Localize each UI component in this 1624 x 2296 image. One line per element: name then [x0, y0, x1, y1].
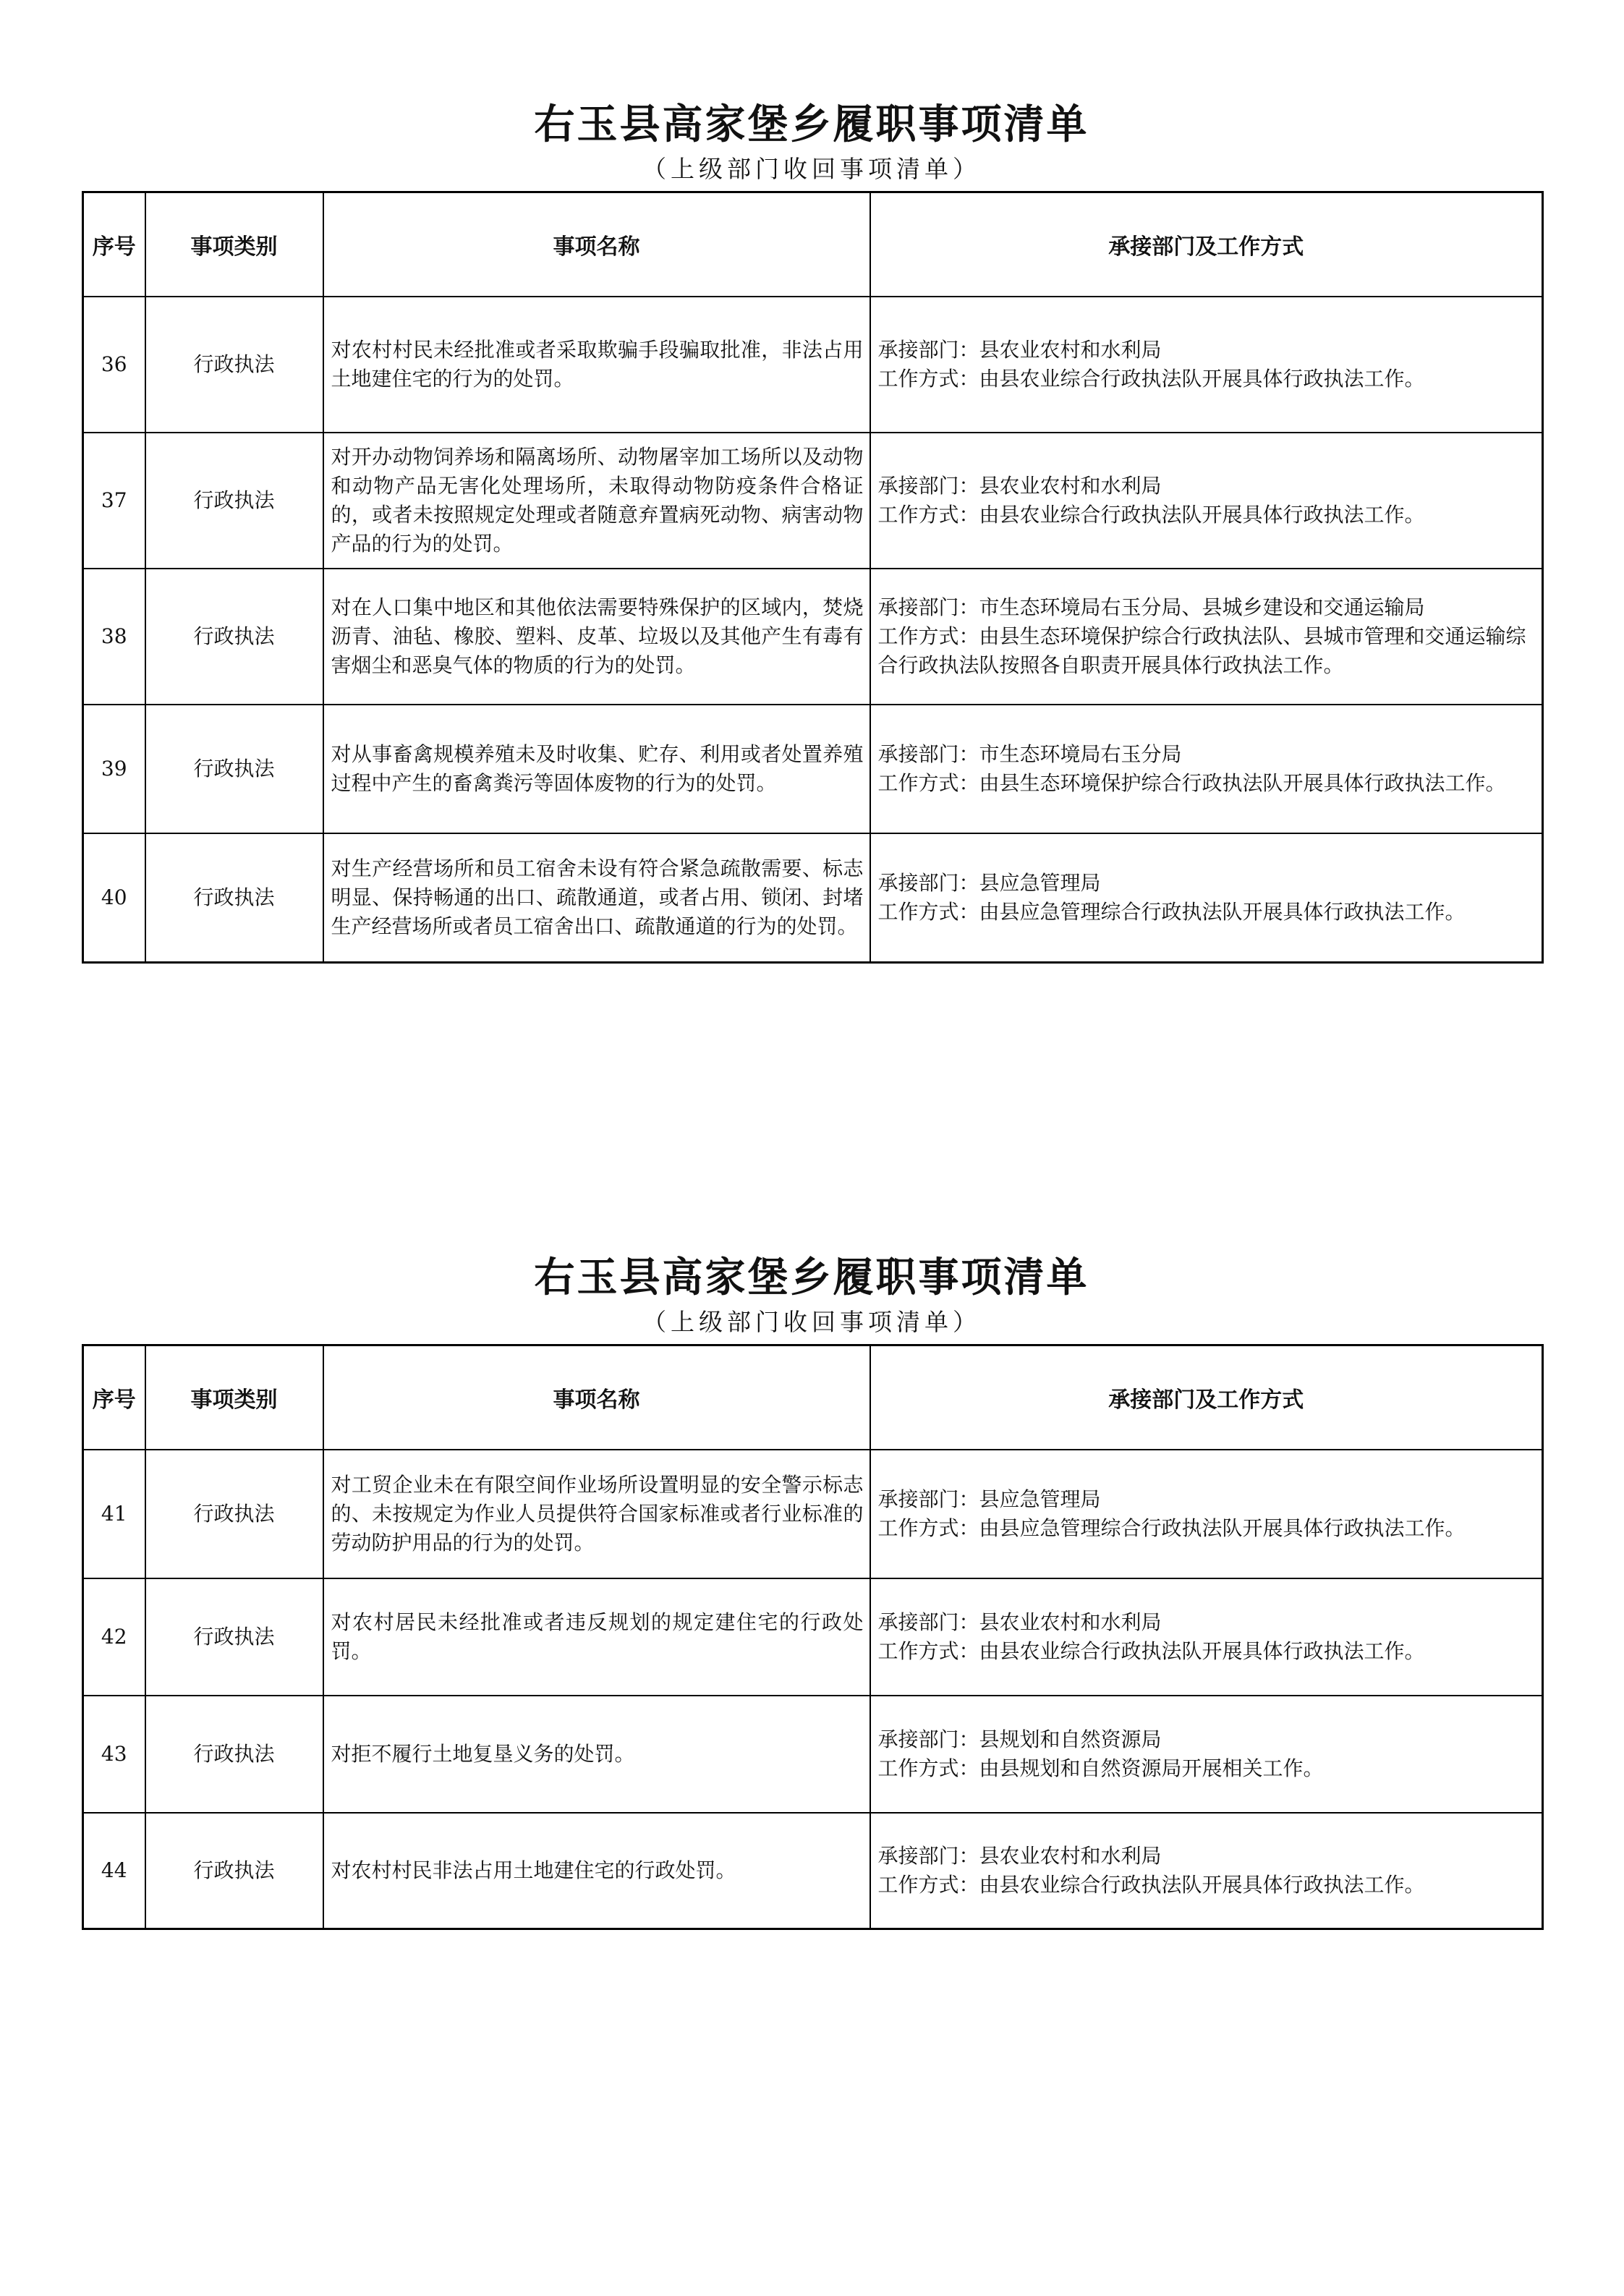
row-name: 对工贸企业未在有限空间作业场所设置明显的安全警示标志的、未按规定为作业人员提供符合国家标准或者行业标准的劳动防护用品的行为的处罚。 — [323, 1450, 870, 1578]
row-dept-method: 工作方式：由县农业综合行政执法队开展具体行政执法工作。 — [877, 503, 1425, 527]
row-dept-unit: 承接部门：县应急管理局 — [877, 870, 1101, 895]
header-dept: 承接部门及工作方式 — [870, 192, 1543, 297]
row-dept-method: 工作方式：由县应急管理综合行政执法队开展具体行政执法工作。 — [877, 899, 1466, 924]
row-num: 39 — [83, 705, 145, 833]
row-category: 行政执法 — [145, 1696, 323, 1813]
row-dept-unit: 承接部门：县农业农村和水利局 — [877, 474, 1162, 498]
row-num: 44 — [83, 1813, 145, 1929]
page-title: 右玉县高家堡乡履职事项清单 — [534, 101, 1089, 148]
table-row — [83, 1696, 1543, 1813]
row-dept-unit: 承接部门：县农业农村和水利局 — [877, 1610, 1162, 1634]
row-num: 41 — [83, 1450, 145, 1578]
header-num: 序号 — [83, 192, 145, 297]
row-dept-method: 工作方式：由县规划和自然资源局开展相关工作。 — [877, 1756, 1324, 1780]
row-dept — [870, 1450, 1543, 1578]
row-dept-method: 工作方式：由县农业综合行政执法队开展具体行政执法工作。 — [877, 1639, 1425, 1663]
table-row — [83, 833, 1543, 962]
header-name: 事项名称 — [323, 1345, 870, 1450]
row-category: 行政执法 — [145, 433, 323, 569]
list-page-2 — [82, 1249, 1542, 1930]
header-category: 事项类别 — [145, 1345, 323, 1450]
row-dept-method: 工作方式：由县应急管理综合行政执法队开展具体行政执法工作。 — [877, 1516, 1466, 1540]
table-row — [83, 433, 1543, 569]
duties-table-1 — [82, 191, 1544, 964]
row-dept-unit: 承接部门：县应急管理局 — [877, 1487, 1101, 1511]
row-dept-method: 工作方式：由县生态环境保护综合行政执法队、县城市管理和交通运输综合行政执法队按照各自职责开展具体行政执法工作。 — [877, 624, 1526, 677]
list-page-1 — [82, 95, 1542, 964]
header-dept: 承接部门及工作方式 — [870, 1345, 1543, 1450]
row-category: 行政执法 — [145, 833, 323, 962]
header-category: 事项类别 — [145, 192, 323, 297]
row-name: 对开办动物饲养场和隔离场所、动物屠宰加工场所以及动物和动物产品无害化处理场所，未取得动物防疫条件合格证的，或者未按照规定处理或者随意弃置病死动物、病害动物产品的行为的处罚。 — [323, 433, 870, 569]
header-name: 事项名称 — [323, 192, 870, 297]
header-num: 序号 — [83, 1345, 145, 1450]
row-dept — [870, 569, 1543, 705]
row-dept — [870, 833, 1543, 962]
row-num: 43 — [83, 1696, 145, 1813]
page-subtitle: （上级部门收回事项清单） — [642, 1308, 981, 1336]
table-header-row — [83, 1345, 1543, 1450]
row-dept-unit: 承接部门：县规划和自然资源局 — [877, 1727, 1162, 1751]
row-name: 对在人口集中地区和其他依法需要特殊保护的区域内，焚烧沥青、油毡、橡胶、塑料、皮革、垃圾以及其他产生有毒有害烟尘和恶臭气体的物质的行为的处罚。 — [323, 569, 870, 705]
row-category: 行政执法 — [145, 569, 323, 705]
page-title: 右玉县高家堡乡履职事项清单 — [534, 1254, 1089, 1301]
duties-table-2 — [82, 1344, 1544, 1930]
row-dept — [870, 1578, 1543, 1696]
row-name: 对生产经营场所和员工宿舍未设有符合紧急疏散需要、标志明显、保持畅通的出口、疏散通道，或者占用、锁闭、封堵生产经营场所或者员工宿舍出口、疏散通道的行为的处罚。 — [323, 833, 870, 962]
row-dept — [870, 1696, 1543, 1813]
page-subtitle: （上级部门收回事项清单） — [642, 155, 981, 183]
row-category: 行政执法 — [145, 705, 323, 833]
table-row — [83, 1578, 1543, 1696]
table-row — [83, 297, 1543, 433]
row-dept — [870, 433, 1543, 569]
row-dept — [870, 705, 1543, 833]
row-name: 对农村村民未经批准或者采取欺骗手段骗取批准，非法占用土地建住宅的行为的处罚。 — [323, 297, 870, 433]
row-dept-method: 工作方式：由县生态环境保护综合行政执法队开展具体行政执法工作。 — [877, 771, 1506, 795]
row-name: 对从事畜禽规模养殖未及时收集、贮存、利用或者处置养殖过程中产生的畜禽粪污等固体废物的行为的处罚。 — [323, 705, 870, 833]
row-category: 行政执法 — [145, 297, 323, 433]
row-num: 38 — [83, 569, 145, 705]
row-name: 对拒不履行土地复垦义务的处罚。 — [323, 1696, 870, 1813]
table-row — [83, 705, 1543, 833]
row-name: 对农村村民非法占用土地建住宅的行政处罚。 — [323, 1813, 870, 1929]
row-num: 40 — [83, 833, 145, 962]
row-dept-unit: 承接部门：县农业农村和水利局 — [877, 338, 1162, 362]
row-category: 行政执法 — [145, 1578, 323, 1696]
row-dept-unit: 承接部门：县农业农村和水利局 — [877, 1843, 1162, 1868]
table-header-row — [83, 192, 1543, 297]
row-dept-unit: 承接部门：市生态环境局右玉分局、县城乡建设和交通运输局 — [877, 595, 1425, 619]
row-num: 37 — [83, 433, 145, 569]
table-row — [83, 569, 1543, 705]
row-dept-method: 工作方式：由县农业综合行政执法队开展具体行政执法工作。 — [877, 1872, 1425, 1897]
table-row — [83, 1450, 1543, 1578]
row-category: 行政执法 — [145, 1450, 323, 1578]
row-name: 对农村居民未经批准或者违反规划的规定建住宅的行政处罚。 — [323, 1578, 870, 1696]
row-dept-method: 工作方式：由县农业综合行政执法队开展具体行政执法工作。 — [877, 367, 1425, 391]
row-category: 行政执法 — [145, 1813, 323, 1929]
row-num: 42 — [83, 1578, 145, 1696]
row-num: 36 — [83, 297, 145, 433]
row-dept — [870, 1813, 1543, 1929]
row-dept-unit: 承接部门：市生态环境局右玉分局 — [877, 742, 1182, 766]
row-dept — [870, 297, 1543, 433]
table-row — [83, 1813, 1543, 1929]
